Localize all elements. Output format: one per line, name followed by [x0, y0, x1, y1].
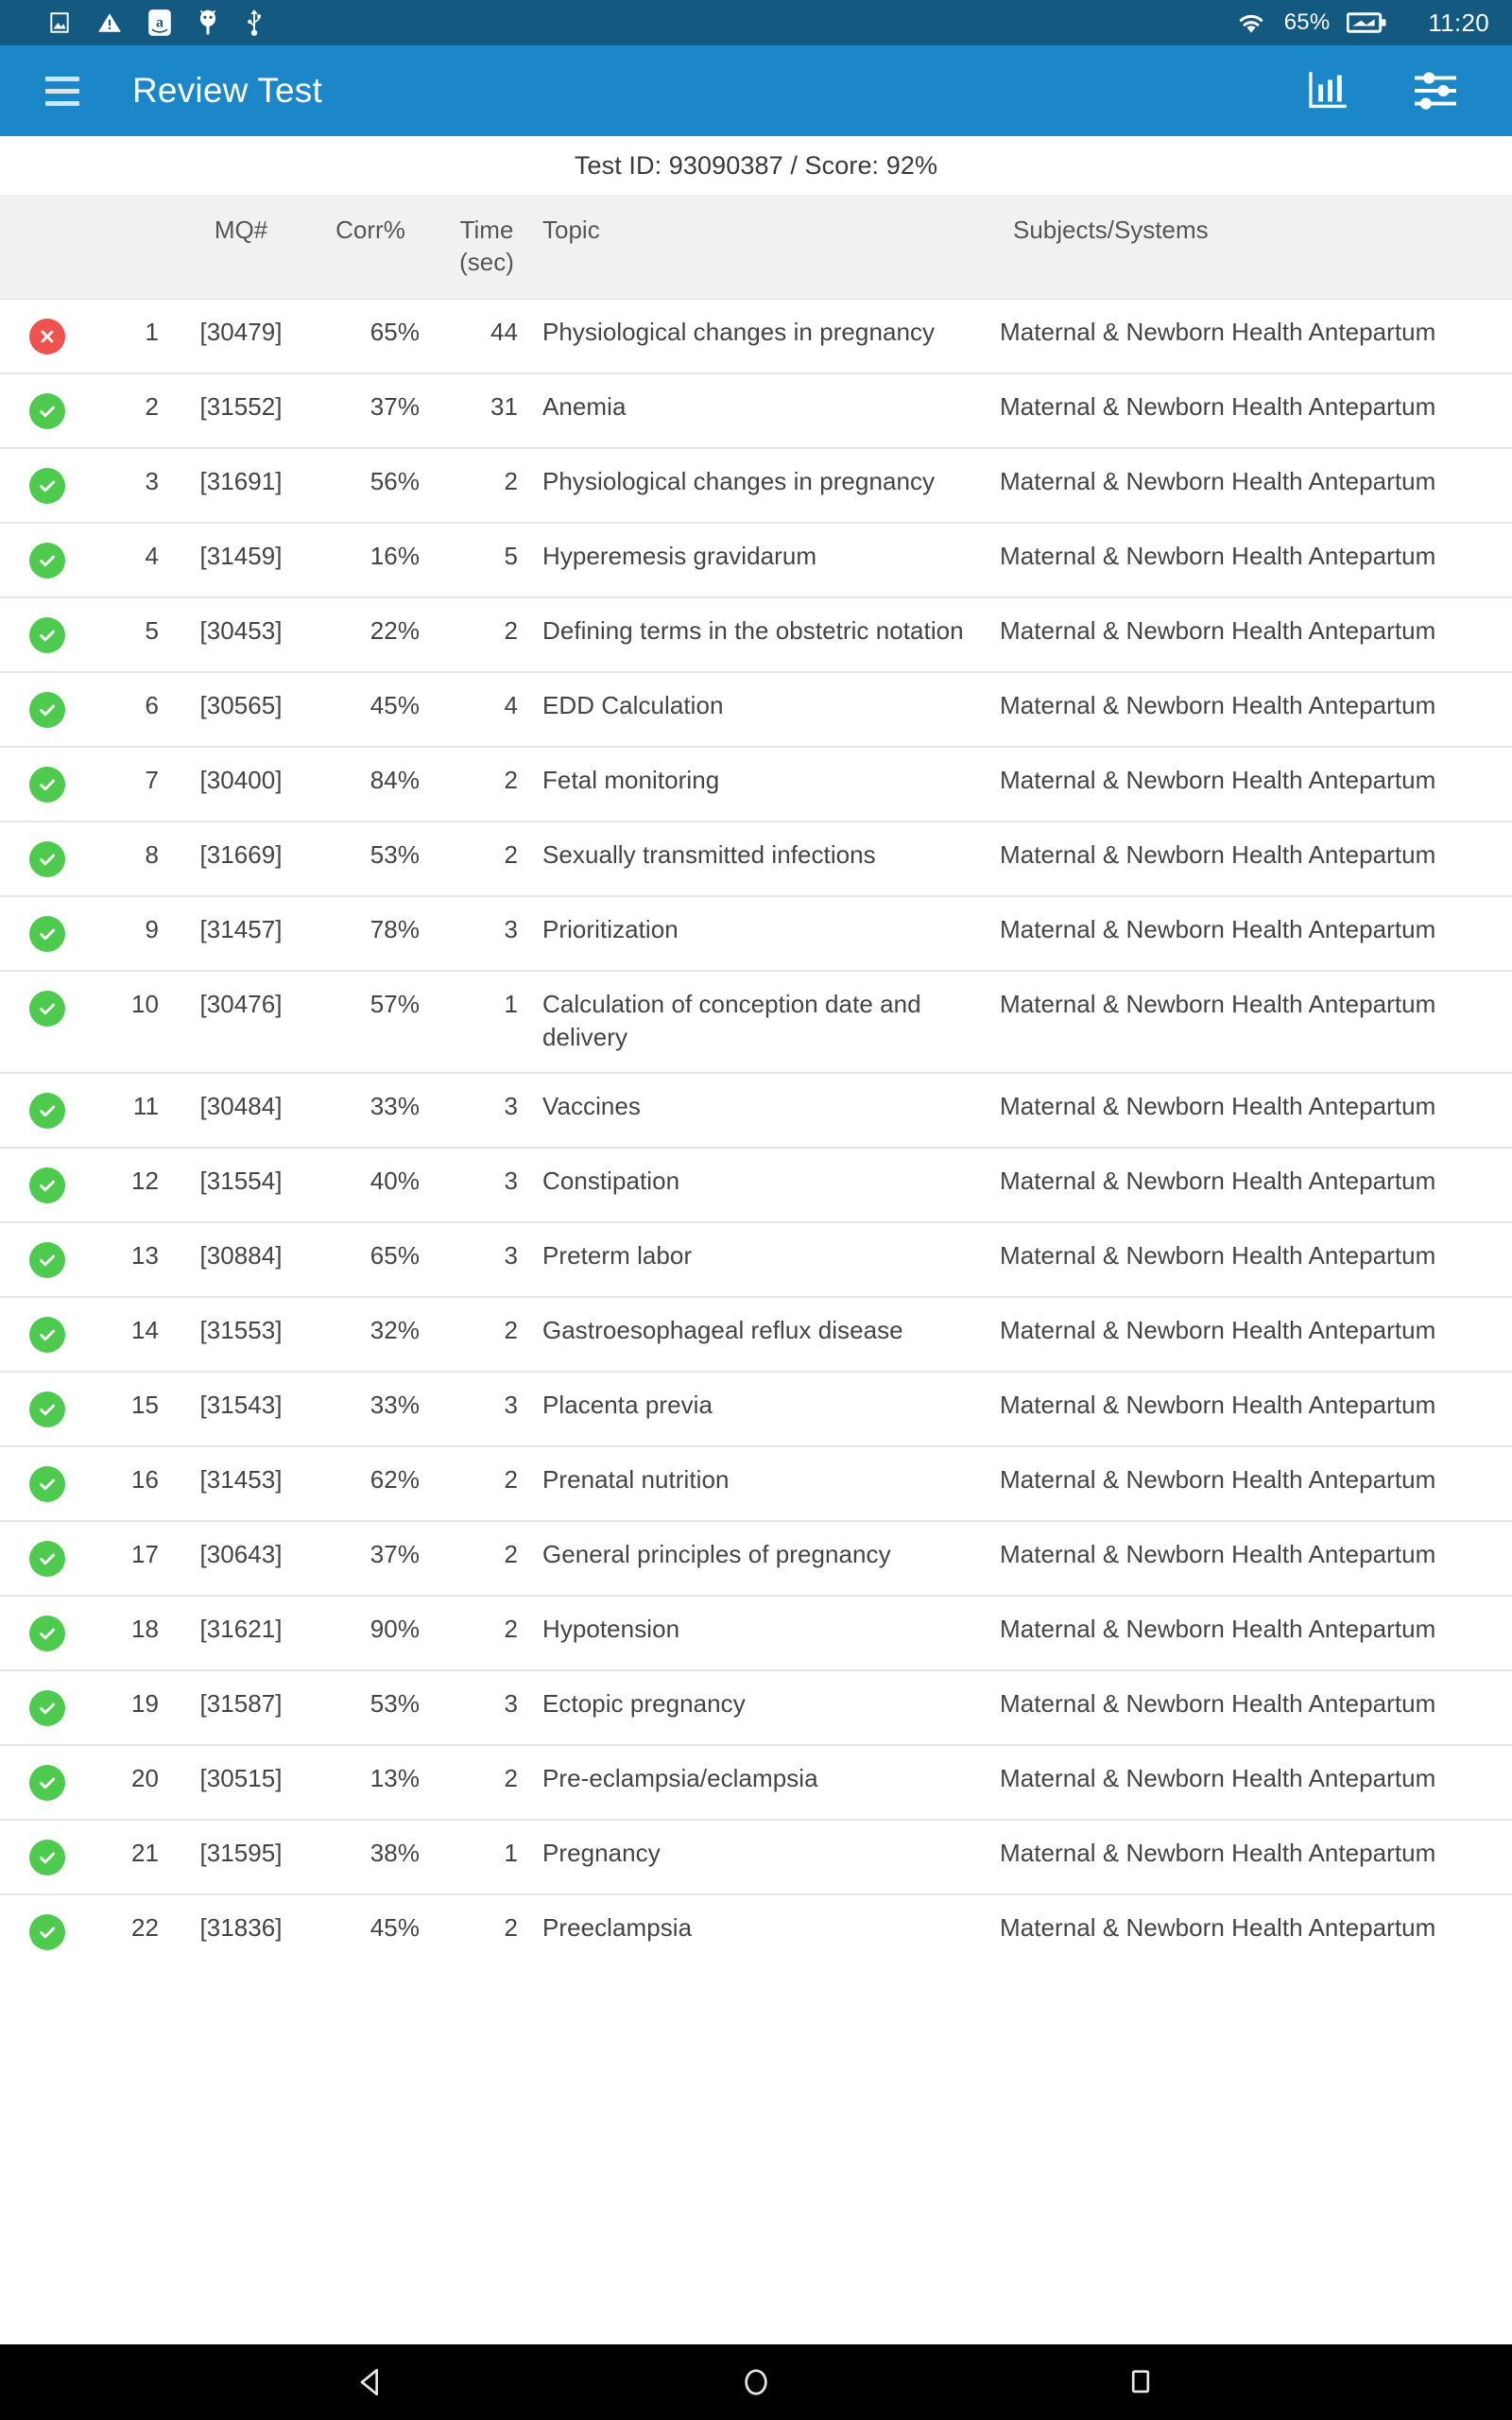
row-subject-system: Maternal & Newborn Health Antepartum	[1000, 392, 1436, 421]
row-number: 12	[130, 1167, 159, 1195]
hamburger-bar-3	[45, 101, 79, 106]
row-subject-system: Maternal & Newborn Health Antepartum	[1000, 1764, 1436, 1792]
correct-check-icon	[29, 468, 65, 504]
correct-check-icon	[29, 543, 65, 579]
row-topic: Pregnancy	[542, 1839, 661, 1867]
row-status-cell	[0, 1613, 94, 1651]
correct-check-icon	[29, 916, 65, 952]
correct-check-icon	[29, 991, 65, 1027]
row-topic: Vaccines	[542, 1092, 641, 1120]
row-mq-id[interactable]: [31459]	[199, 542, 283, 570]
row-topic: Preterm labor	[542, 1241, 693, 1270]
row-number: 18	[130, 1615, 159, 1643]
table-row[interactable]	[0, 1147, 1512, 1221]
row-mq-id[interactable]: [31587]	[199, 1689, 283, 1718]
row-subject-system: Maternal & Newborn Health Antepartum	[1000, 616, 1436, 645]
row-status-cell	[0, 1911, 94, 1950]
row-number: 21	[130, 1839, 159, 1867]
row-topic: Anemia	[542, 392, 627, 421]
row-subject-system: Maternal & Newborn Health Antepartum	[1000, 990, 1436, 1018]
row-status-cell	[0, 988, 94, 1027]
row-status-cell	[0, 390, 94, 429]
correct-check-icon	[29, 767, 65, 803]
row-number: 5	[145, 616, 159, 645]
row-number: 7	[145, 766, 159, 794]
header-time-line2: (sec)	[459, 248, 514, 276]
row-subject-system: Maternal & Newborn Health Antepartum	[1000, 691, 1436, 719]
row-time-seconds: 2	[504, 1316, 518, 1344]
filter-sliders-icon[interactable]	[1410, 65, 1461, 116]
row-time-seconds: 3	[504, 1689, 518, 1718]
row-status-cell	[0, 465, 94, 504]
correct-check-icon	[29, 1765, 65, 1801]
row-status-cell	[0, 1463, 94, 1502]
row-status-cell	[0, 540, 94, 579]
row-corr-percent: 53%	[369, 1689, 420, 1718]
row-mq-id[interactable]: [30884]	[199, 1241, 283, 1270]
row-number: 9	[145, 915, 159, 943]
row-topic: Prenatal nutrition	[542, 1465, 730, 1494]
row-mq-id[interactable]: [31543]	[199, 1391, 283, 1419]
row-number: 15	[130, 1391, 159, 1419]
row-corr-percent: 33%	[369, 1092, 420, 1120]
row-subject-system: Maternal & Newborn Health Antepartum	[1000, 1689, 1436, 1718]
row-corr-percent: 32%	[369, 1316, 420, 1344]
hamburger-menu-icon[interactable]	[45, 70, 87, 112]
row-topic: Defining terms in the obstetric notation	[542, 616, 964, 645]
app-bar	[0, 45, 1512, 136]
row-corr-percent: 45%	[369, 1913, 420, 1942]
row-number: 22	[130, 1913, 159, 1942]
status-bar-notification-icons	[47, 9, 265, 37]
row-topic: Placenta previa	[542, 1391, 713, 1419]
row-topic: Prioritization	[542, 915, 679, 943]
table-row[interactable]	[0, 1819, 1512, 1893]
row-topic: Sexually transmitted infections	[542, 840, 876, 869]
row-status-cell	[0, 1314, 94, 1353]
row-number: 17	[130, 1540, 159, 1568]
row-number: 13	[130, 1241, 159, 1270]
row-topic: Constipation	[542, 1167, 680, 1195]
row-status-cell	[0, 1239, 94, 1278]
row-corr-percent: 13%	[369, 1764, 420, 1792]
android-robot-icon	[197, 9, 219, 37]
row-corr-percent: 45%	[369, 691, 420, 719]
row-subject-system: Maternal & Newborn Health Antepartum	[1000, 1839, 1436, 1867]
row-time-seconds: 4	[504, 691, 518, 719]
hamburger-bar-1	[45, 77, 79, 81]
table-row[interactable]	[0, 671, 1512, 746]
correct-check-icon	[29, 1242, 65, 1278]
row-number: 19	[130, 1689, 159, 1718]
table-row[interactable]	[0, 746, 1512, 821]
row-mq-id[interactable]: [31453]	[199, 1465, 283, 1494]
app-bar-actions	[1302, 65, 1478, 116]
row-status-cell	[0, 1687, 94, 1726]
back-triangle-icon[interactable]	[334, 2344, 409, 2420]
table-row[interactable]	[0, 1072, 1512, 1147]
wifi-icon	[1235, 10, 1267, 35]
row-subject-system: Maternal & Newborn Health Antepartum	[1000, 1540, 1436, 1568]
row-mq-id[interactable]: [30476]	[199, 990, 283, 1018]
row-status-cell	[0, 614, 94, 653]
row-corr-percent: 62%	[369, 1465, 420, 1494]
row-corr-percent: 57%	[369, 990, 420, 1018]
table-row[interactable]	[0, 596, 1512, 671]
row-time-seconds: 1	[504, 990, 518, 1018]
row-corr-percent: 37%	[369, 392, 420, 421]
row-topic: Physiological changes in pregnancy	[542, 467, 936, 495]
status-bar-system-icons	[1235, 10, 1489, 35]
row-time-seconds: 2	[504, 766, 518, 794]
correct-check-icon	[29, 692, 65, 728]
row-number: 1	[145, 318, 159, 346]
row-mq-id[interactable]: [31691]	[199, 467, 283, 495]
header-status	[0, 214, 94, 216]
row-topic: Ectopic pregnancy	[542, 1689, 746, 1718]
header-corr-percent: Corr%	[335, 216, 405, 244]
row-number: 8	[145, 840, 159, 869]
row-topic: EDD Calculation	[542, 691, 724, 719]
row-number: 4	[145, 542, 159, 570]
row-number: 20	[130, 1764, 159, 1792]
row-subject-system: Maternal & Newborn Health Antepartum	[1000, 1391, 1436, 1419]
table-row[interactable]	[0, 1296, 1512, 1371]
usb-icon	[244, 9, 265, 37]
row-corr-percent: 53%	[369, 840, 420, 869]
row-topic: Hypotension	[542, 1615, 680, 1643]
table-header-row	[0, 195, 1512, 300]
table-row[interactable]	[0, 895, 1512, 970]
correct-check-icon	[29, 393, 65, 429]
row-corr-percent: 38%	[369, 1839, 420, 1867]
battery-percentage: 65%	[1283, 9, 1331, 35]
table-row[interactable]	[0, 447, 1512, 522]
header-subjects: Subjects/Systems	[1013, 216, 1209, 244]
row-status-cell	[0, 1762, 94, 1801]
row-subject-system: Maternal & Newborn Health Antepartum	[1000, 1615, 1436, 1643]
row-mq-id[interactable]: [30484]	[199, 1092, 283, 1120]
row-mq-id[interactable]: [30400]	[199, 766, 283, 794]
row-topic: Hyperemesis gravidarum	[542, 542, 817, 570]
row-subject-system: Maternal & Newborn Health Antepartum	[1000, 1316, 1436, 1344]
row-status-cell	[0, 838, 94, 877]
battery-charging-icon	[1347, 11, 1386, 34]
row-subject-system: Maternal & Newborn Health Antepartum	[1000, 840, 1436, 869]
row-status-cell	[0, 1389, 94, 1427]
row-status-cell	[0, 913, 94, 952]
correct-check-icon	[29, 1392, 65, 1427]
row-subject-system: Maternal & Newborn Health Antepartum	[1000, 542, 1436, 570]
row-time-seconds: 2	[504, 467, 518, 495]
row-corr-percent: 40%	[369, 1167, 420, 1195]
row-mq-id[interactable]: [31669]	[199, 840, 283, 869]
row-mq-id[interactable]: [31554]	[199, 1167, 283, 1195]
row-mq-id[interactable]: [30479]	[199, 318, 283, 346]
row-time-seconds: 3	[504, 1167, 518, 1195]
row-mq-id[interactable]: [31595]	[199, 1839, 283, 1867]
row-number: 16	[130, 1465, 159, 1494]
row-status-cell	[0, 1837, 94, 1876]
correct-check-icon	[29, 1466, 65, 1502]
row-time-seconds: 2	[504, 616, 518, 645]
table-row[interactable]	[0, 1669, 1512, 1744]
row-corr-percent: 56%	[369, 467, 420, 495]
row-subject-system: Maternal & Newborn Health Antepartum	[1000, 1167, 1436, 1195]
table-row[interactable]	[0, 372, 1512, 447]
row-number: 3	[145, 467, 159, 495]
table-row[interactable]	[0, 1744, 1512, 1819]
header-topic: Topic	[542, 216, 600, 244]
home-circle-icon[interactable]	[718, 2344, 794, 2420]
row-time-seconds: 31	[490, 392, 518, 421]
row-corr-percent: 33%	[369, 1391, 420, 1419]
row-time-seconds: 2	[504, 1615, 518, 1643]
table-row[interactable]	[0, 1445, 1512, 1520]
row-time-seconds: 2	[504, 1465, 518, 1494]
row-status-cell	[0, 316, 94, 354]
row-subject-system: Maternal & Newborn Health Antepartum	[1000, 1913, 1436, 1942]
row-subject-system: Maternal & Newborn Health Antepartum	[1000, 1092, 1436, 1120]
row-corr-percent: 84%	[369, 766, 420, 794]
row-number: 10	[130, 990, 159, 1018]
correct-check-icon	[29, 841, 65, 877]
row-corr-percent: 65%	[369, 318, 420, 346]
header-time-line1: Time	[459, 216, 514, 244]
row-status-cell	[0, 689, 94, 728]
row-status-cell	[0, 1165, 94, 1203]
row-topic: General principles of pregnancy	[542, 1540, 891, 1568]
row-corr-percent: 22%	[369, 616, 420, 645]
row-corr-percent: 90%	[369, 1615, 420, 1643]
row-mq-id[interactable]: [30515]	[199, 1764, 283, 1792]
row-mq-id[interactable]: [31836]	[199, 1913, 283, 1942]
correct-check-icon	[29, 617, 65, 653]
row-status-cell	[0, 1538, 94, 1577]
row-mq-id[interactable]: [30565]	[199, 691, 283, 719]
row-status-cell	[0, 764, 94, 803]
table-row[interactable]	[0, 1520, 1512, 1595]
amazon-icon	[147, 9, 172, 37]
row-subject-system: Maternal & Newborn Health Antepartum	[1000, 915, 1436, 943]
row-time-seconds: 3	[504, 1092, 518, 1120]
row-mq-id[interactable]: [31621]	[199, 1615, 283, 1643]
bar-chart-icon[interactable]	[1302, 65, 1353, 116]
android-status-bar	[0, 0, 1512, 45]
correct-check-icon	[29, 1914, 65, 1950]
row-time-seconds: 2	[504, 840, 518, 869]
row-time-seconds: 5	[504, 542, 518, 570]
table-row[interactable]	[0, 970, 1512, 1072]
row-number: 2	[145, 392, 159, 421]
table-body	[0, 300, 1512, 1968]
correct-check-icon	[29, 1616, 65, 1651]
correct-check-icon	[29, 1167, 65, 1203]
row-time-seconds: 44	[490, 318, 518, 346]
row-subject-system: Maternal & Newborn Health Antepartum	[1000, 318, 1436, 346]
row-topic: Preeclampsia	[542, 1913, 693, 1942]
test-summary-text: Test ID: 93090387 / Score: 92%	[574, 150, 938, 180]
row-subject-system: Maternal & Newborn Health Antepartum	[1000, 467, 1436, 495]
row-corr-percent: 65%	[369, 1241, 420, 1270]
table-row[interactable]	[0, 1371, 1512, 1445]
correct-check-icon	[29, 1317, 65, 1353]
table-row[interactable]	[0, 1221, 1512, 1296]
row-mq-id[interactable]: [30453]	[199, 616, 283, 645]
row-mq-id[interactable]: [30643]	[199, 1540, 283, 1568]
recents-square-icon[interactable]	[1103, 2344, 1178, 2420]
row-subject-system: Maternal & Newborn Health Antepartum	[1000, 1465, 1436, 1494]
row-time-seconds: 3	[504, 1241, 518, 1270]
row-topic: Calculation of conception date and delivery	[542, 990, 921, 1051]
row-time-seconds: 2	[504, 1764, 518, 1792]
row-mq-id[interactable]: [31552]	[199, 392, 283, 421]
warning-icon	[96, 10, 123, 35]
image-icon	[47, 10, 72, 35]
correct-check-icon	[29, 1840, 65, 1876]
correct-check-icon	[29, 1541, 65, 1577]
hamburger-bar-2	[45, 89, 79, 94]
row-topic: Fetal monitoring	[542, 766, 720, 794]
svg-text:a: a	[155, 14, 164, 31]
row-number: 6	[145, 691, 159, 719]
correct-check-icon	[29, 1093, 65, 1129]
correct-check-icon	[29, 1690, 65, 1726]
table-row[interactable]	[0, 821, 1512, 895]
row-time-seconds: 2	[504, 1913, 518, 1942]
table-row[interactable]	[0, 300, 1512, 372]
incorrect-cross-icon	[29, 319, 65, 354]
row-number: 11	[132, 1092, 159, 1120]
row-corr-percent: 16%	[369, 542, 420, 570]
header-time	[435, 214, 539, 278]
row-topic: Pre-eclampsia/eclampsia	[542, 1764, 818, 1792]
row-time-seconds: 3	[504, 915, 518, 943]
row-topic: Physiological changes in pregnancy	[542, 318, 936, 346]
status-bar-clock: 11:20	[1428, 9, 1489, 37]
test-summary-bar	[0, 136, 1512, 195]
row-time-seconds: 1	[504, 1839, 518, 1867]
row-time-seconds: 2	[504, 1540, 518, 1568]
android-navigation-bar	[0, 2344, 1512, 2420]
row-corr-percent: 78%	[369, 915, 420, 943]
table-row[interactable]	[0, 522, 1512, 596]
row-subject-system: Maternal & Newborn Health Antepartum	[1000, 1241, 1436, 1270]
row-mq-id[interactable]: [31553]	[199, 1316, 283, 1344]
header-mq: MQ#	[214, 216, 268, 244]
row-status-cell	[0, 1090, 94, 1129]
row-time-seconds: 3	[504, 1391, 518, 1419]
table-row[interactable]	[0, 1595, 1512, 1669]
results-table[interactable]	[0, 195, 1512, 2344]
table-row[interactable]	[0, 1893, 1512, 1968]
row-mq-id[interactable]: [31457]	[199, 915, 283, 943]
page-title: Review Test	[132, 71, 322, 110]
row-corr-percent: 37%	[369, 1540, 420, 1568]
row-number: 14	[130, 1316, 159, 1344]
row-subject-system: Maternal & Newborn Health Antepartum	[1000, 766, 1436, 794]
row-topic: Gastroesophageal reflux disease	[542, 1316, 903, 1344]
